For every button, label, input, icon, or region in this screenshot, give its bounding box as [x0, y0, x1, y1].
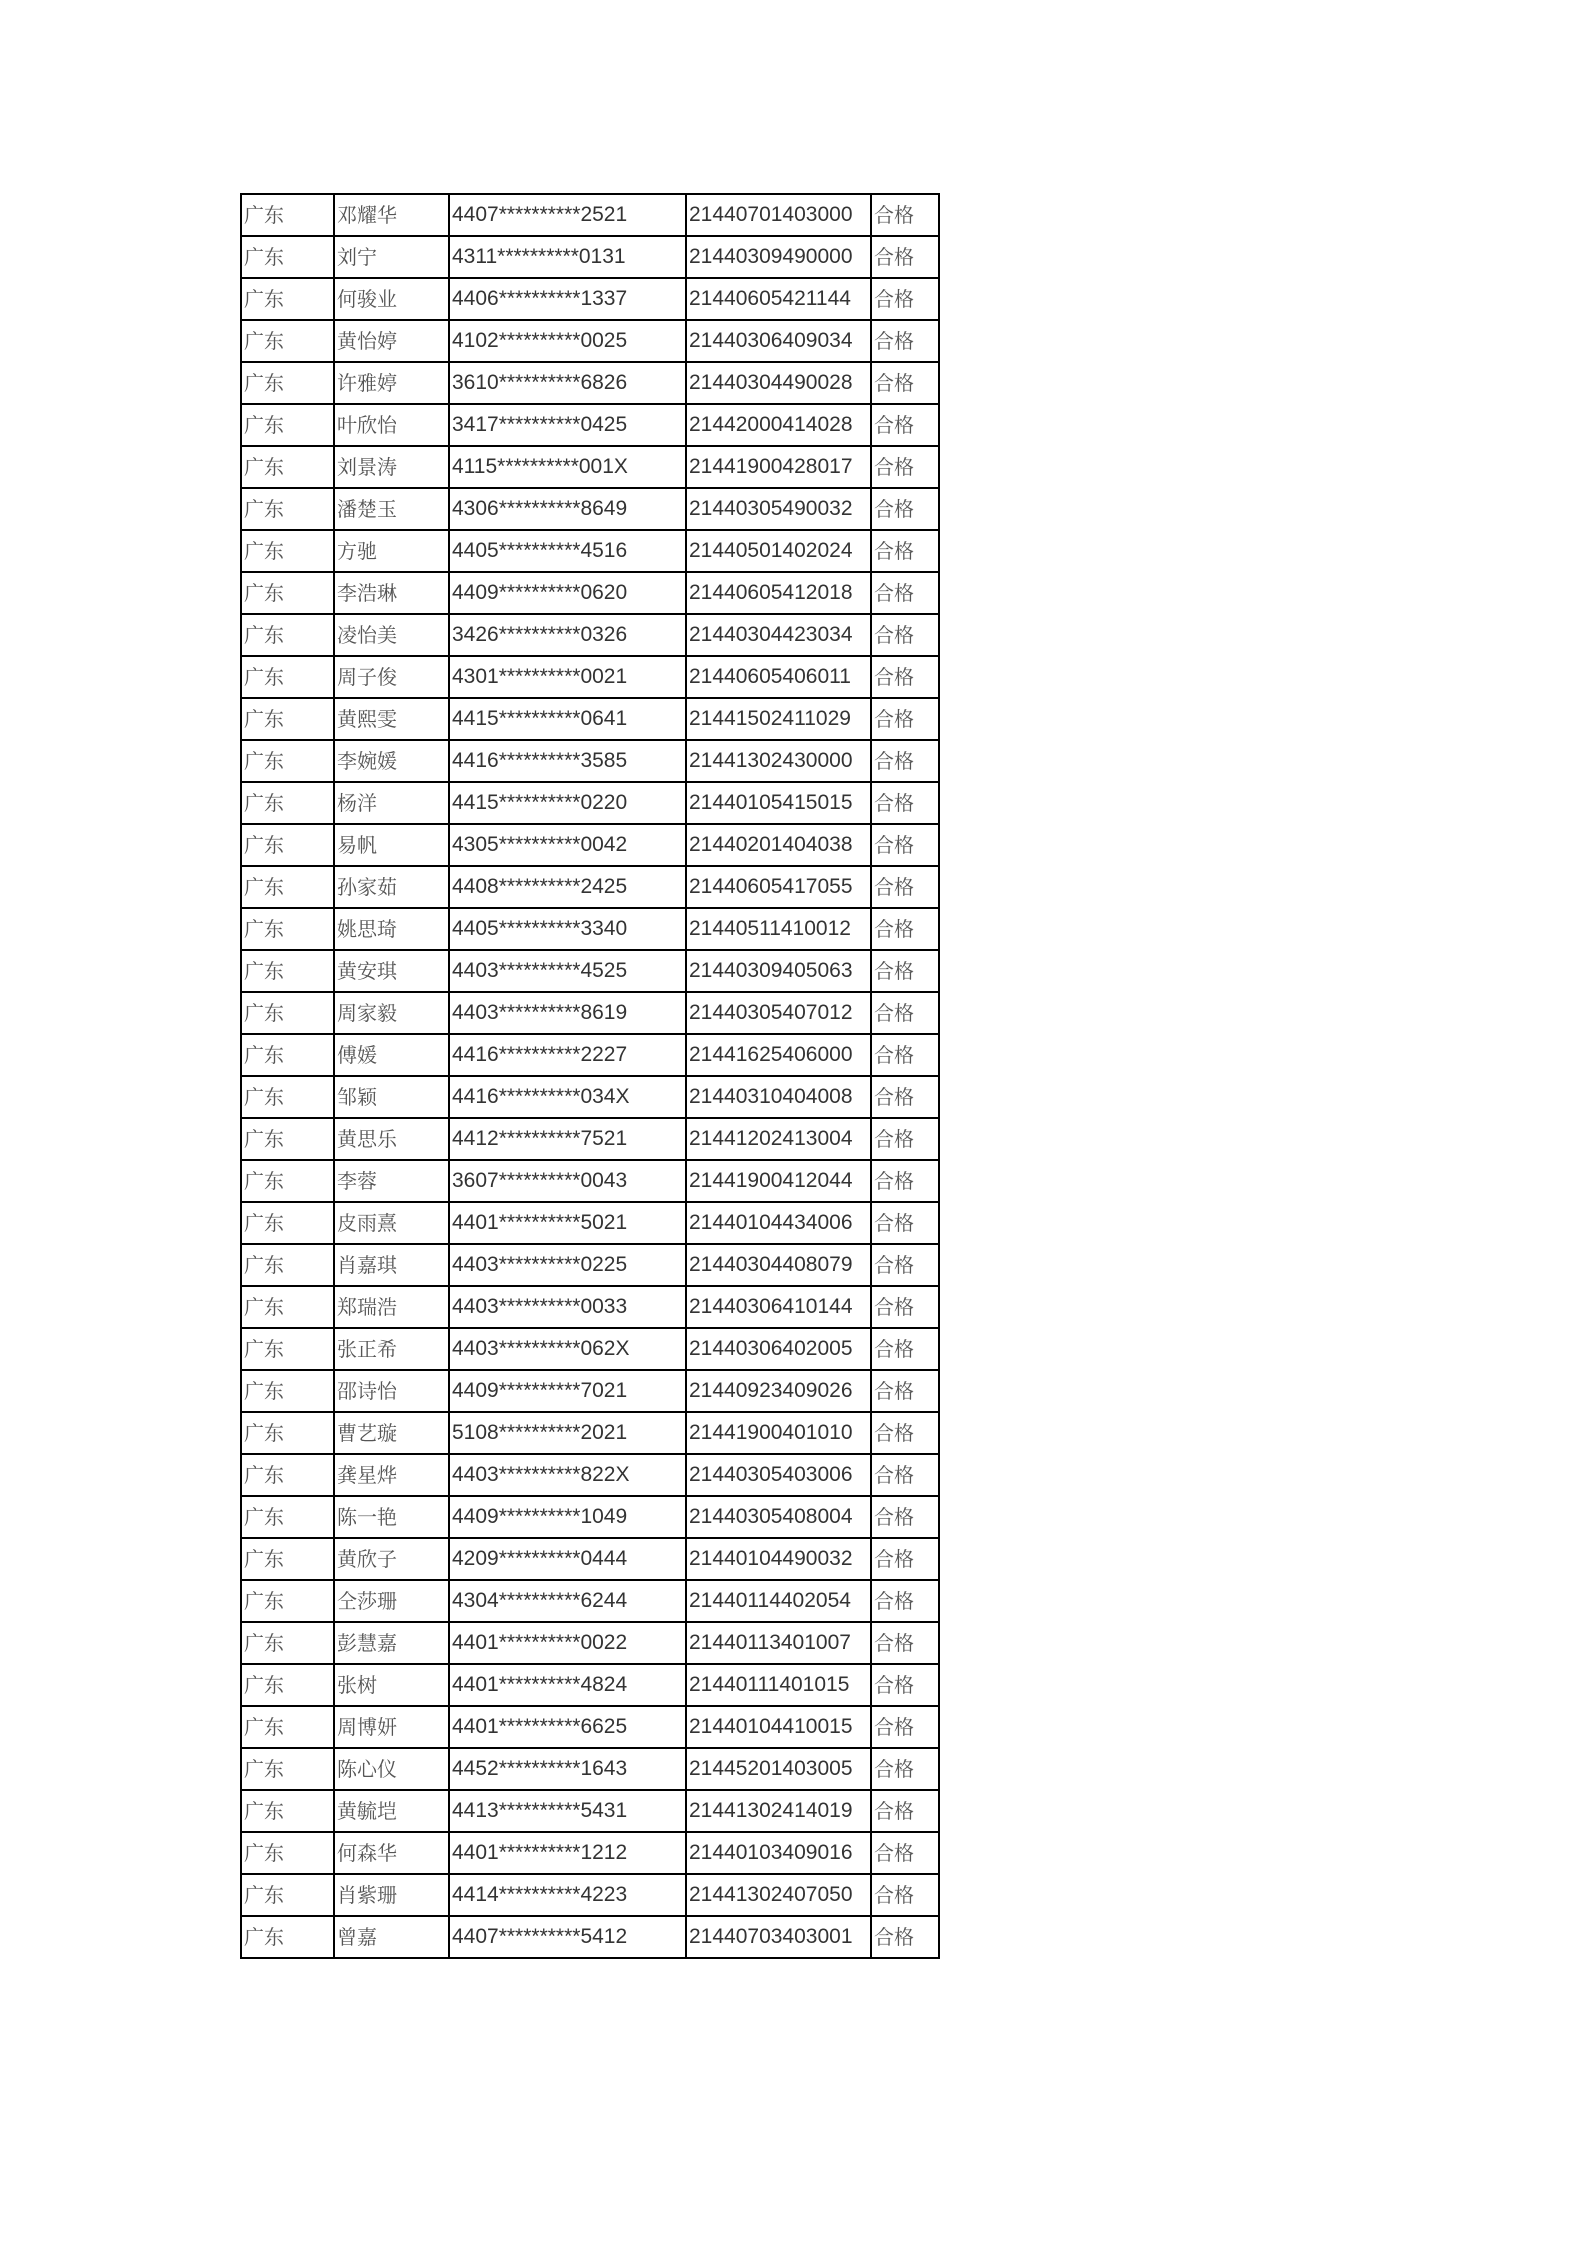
result-cell: 合格 [871, 1286, 939, 1328]
province-cell: 广东 [241, 1412, 334, 1454]
table-row [241, 488, 939, 530]
province-cell: 广东 [241, 908, 334, 950]
certificate-number-cell: 21441900401010 [686, 1412, 871, 1454]
certificate-number-cell: 21440105415015 [686, 782, 871, 824]
province-cell: 广东 [241, 824, 334, 866]
name-cell: 叶欣怡 [334, 404, 449, 446]
certificate-number-cell: 21441302430000 [686, 740, 871, 782]
province-cell: 广东 [241, 782, 334, 824]
id-number-cell: 4452**********1643 [449, 1748, 686, 1790]
id-number-cell: 4416**********2227 [449, 1034, 686, 1076]
certificate-number-cell: 21440605412018 [686, 572, 871, 614]
province-cell: 广东 [241, 1748, 334, 1790]
result-cell: 合格 [871, 1706, 939, 1748]
result-cell: 合格 [871, 1496, 939, 1538]
certificate-number-cell: 21441502411029 [686, 698, 871, 740]
certificate-number-cell: 21440305407012 [686, 992, 871, 1034]
result-cell: 合格 [871, 278, 939, 320]
result-cell: 合格 [871, 194, 939, 236]
certificate-number-cell: 21440304408079 [686, 1244, 871, 1286]
certificate-number-cell: 21440305408004 [686, 1496, 871, 1538]
name-cell: 张正希 [334, 1328, 449, 1370]
certificate-number-cell: 21440304490028 [686, 362, 871, 404]
id-number-cell: 4407**********2521 [449, 194, 686, 236]
id-number-cell: 4304**********6244 [449, 1580, 686, 1622]
name-cell: 郑瑞浩 [334, 1286, 449, 1328]
result-cell: 合格 [871, 1202, 939, 1244]
id-number-cell: 3426**********0326 [449, 614, 686, 656]
roster-body [241, 194, 939, 1958]
certificate-number-cell: 21445201403005 [686, 1748, 871, 1790]
id-number-cell: 4403**********822X [449, 1454, 686, 1496]
table-row [241, 278, 939, 320]
name-cell: 陈一艳 [334, 1496, 449, 1538]
table-row [241, 782, 939, 824]
name-cell: 张树 [334, 1664, 449, 1706]
table-row [241, 740, 939, 782]
name-cell: 姚思琦 [334, 908, 449, 950]
name-cell: 黄思乐 [334, 1118, 449, 1160]
certificate-number-cell: 21441625406000 [686, 1034, 871, 1076]
result-cell: 合格 [871, 1790, 939, 1832]
result-cell: 合格 [871, 236, 939, 278]
result-cell: 合格 [871, 1118, 939, 1160]
id-number-cell: 4301**********0021 [449, 656, 686, 698]
name-cell: 邹颖 [334, 1076, 449, 1118]
result-cell: 合格 [871, 1832, 939, 1874]
table-row [241, 1706, 939, 1748]
table-row [241, 1328, 939, 1370]
name-cell: 凌怡美 [334, 614, 449, 656]
certificate-number-cell: 21440703403001 [686, 1916, 871, 1958]
province-cell: 广东 [241, 1832, 334, 1874]
province-cell: 广东 [241, 488, 334, 530]
name-cell: 李婉媛 [334, 740, 449, 782]
province-cell: 广东 [241, 446, 334, 488]
id-number-cell: 4401**********6625 [449, 1706, 686, 1748]
province-cell: 广东 [241, 866, 334, 908]
name-cell: 皮雨熹 [334, 1202, 449, 1244]
province-cell: 广东 [241, 194, 334, 236]
certificate-number-cell: 21440501402024 [686, 530, 871, 572]
certificate-number-cell: 21440923409026 [686, 1370, 871, 1412]
id-number-cell: 4408**********2425 [449, 866, 686, 908]
table-row [241, 908, 939, 950]
certificate-number-cell: 21440309490000 [686, 236, 871, 278]
result-cell: 合格 [871, 614, 939, 656]
province-cell: 广东 [241, 1454, 334, 1496]
result-cell: 合格 [871, 824, 939, 866]
id-number-cell: 4115**********001X [449, 446, 686, 488]
result-cell: 合格 [871, 1916, 939, 1958]
name-cell: 方驰 [334, 530, 449, 572]
certificate-number-cell: 21441302407050 [686, 1874, 871, 1916]
certificate-number-cell: 21440306409034 [686, 320, 871, 362]
id-number-cell: 4403**********4525 [449, 950, 686, 992]
id-number-cell: 4413**********5431 [449, 1790, 686, 1832]
name-cell: 周子俊 [334, 656, 449, 698]
name-cell: 肖嘉琪 [334, 1244, 449, 1286]
id-number-cell: 4414**********4223 [449, 1874, 686, 1916]
name-cell: 何骏业 [334, 278, 449, 320]
province-cell: 广东 [241, 1118, 334, 1160]
table-row [241, 1286, 939, 1328]
name-cell: 仝莎珊 [334, 1580, 449, 1622]
province-cell: 广东 [241, 614, 334, 656]
province-cell: 广东 [241, 1370, 334, 1412]
result-cell: 合格 [871, 1328, 939, 1370]
certificate-number-cell: 21440309405063 [686, 950, 871, 992]
name-cell: 周博妍 [334, 1706, 449, 1748]
id-number-cell: 4407**********5412 [449, 1916, 686, 1958]
province-cell: 广东 [241, 320, 334, 362]
result-cell: 合格 [871, 1664, 939, 1706]
certificate-number-cell: 21440511410012 [686, 908, 871, 950]
name-cell: 龚星烨 [334, 1454, 449, 1496]
province-cell: 广东 [241, 1916, 334, 1958]
result-cell: 合格 [871, 1034, 939, 1076]
id-number-cell: 4406**********1337 [449, 278, 686, 320]
province-cell: 广东 [241, 1790, 334, 1832]
id-number-cell: 4416**********3585 [449, 740, 686, 782]
table-row [241, 1160, 939, 1202]
id-number-cell: 4403**********0225 [449, 1244, 686, 1286]
id-number-cell: 4415**********0220 [449, 782, 686, 824]
id-number-cell: 4306**********8649 [449, 488, 686, 530]
certificate-number-cell: 21441302414019 [686, 1790, 871, 1832]
certificate-number-cell: 21440114402054 [686, 1580, 871, 1622]
id-number-cell: 4409**********7021 [449, 1370, 686, 1412]
result-cell: 合格 [871, 446, 939, 488]
name-cell: 黄欣子 [334, 1538, 449, 1580]
id-number-cell: 4405**********3340 [449, 908, 686, 950]
table-row [241, 1454, 939, 1496]
name-cell: 李蓉 [334, 1160, 449, 1202]
table-row [241, 194, 939, 236]
result-cell: 合格 [871, 656, 939, 698]
result-cell: 合格 [871, 1874, 939, 1916]
id-number-cell: 3417**********0425 [449, 404, 686, 446]
id-number-cell: 3610**********6826 [449, 362, 686, 404]
name-cell: 黄怡婷 [334, 320, 449, 362]
name-cell: 何森华 [334, 1832, 449, 1874]
result-cell: 合格 [871, 698, 939, 740]
province-cell: 广东 [241, 1874, 334, 1916]
table-row [241, 1076, 939, 1118]
province-cell: 广东 [241, 1160, 334, 1202]
table-row [241, 1832, 939, 1874]
certificate-number-cell: 21440605417055 [686, 866, 871, 908]
table-row [241, 656, 939, 698]
table-row [241, 1580, 939, 1622]
province-cell: 广东 [241, 1076, 334, 1118]
table-row [241, 404, 939, 446]
table-row [241, 866, 939, 908]
name-cell: 刘景涛 [334, 446, 449, 488]
province-cell: 广东 [241, 950, 334, 992]
certificate-number-cell: 21440104410015 [686, 1706, 871, 1748]
certificate-number-cell: 21440304423034 [686, 614, 871, 656]
result-cell: 合格 [871, 1580, 939, 1622]
result-cell: 合格 [871, 908, 939, 950]
table-row [241, 530, 939, 572]
id-number-cell: 4403**********0033 [449, 1286, 686, 1328]
certificate-number-cell: 21440201404038 [686, 824, 871, 866]
id-number-cell: 4401**********4824 [449, 1664, 686, 1706]
id-number-cell: 4401**********1212 [449, 1832, 686, 1874]
table-row [241, 1916, 939, 1958]
table-row [241, 1118, 939, 1160]
certificate-number-cell: 21442000414028 [686, 404, 871, 446]
province-cell: 广东 [241, 572, 334, 614]
id-number-cell: 4401**********5021 [449, 1202, 686, 1244]
result-cell: 合格 [871, 992, 939, 1034]
province-cell: 广东 [241, 1580, 334, 1622]
result-cell: 合格 [871, 1538, 939, 1580]
table-row [241, 824, 939, 866]
result-cell: 合格 [871, 320, 939, 362]
table-row [241, 320, 939, 362]
province-cell: 广东 [241, 1664, 334, 1706]
certificate-number-cell: 21440605406011 [686, 656, 871, 698]
province-cell: 广东 [241, 404, 334, 446]
certificate-number-cell: 21441202413004 [686, 1118, 871, 1160]
province-cell: 广东 [241, 1706, 334, 1748]
province-cell: 广东 [241, 656, 334, 698]
id-number-cell: 4416**********034X [449, 1076, 686, 1118]
result-cell: 合格 [871, 1160, 939, 1202]
id-number-cell: 4311**********0131 [449, 236, 686, 278]
name-cell: 易帆 [334, 824, 449, 866]
table-row [241, 236, 939, 278]
result-cell: 合格 [871, 404, 939, 446]
certificate-number-cell: 21440701403000 [686, 194, 871, 236]
table-row [241, 1874, 939, 1916]
certificate-number-cell: 21440305403006 [686, 1454, 871, 1496]
result-cell: 合格 [871, 530, 939, 572]
id-number-cell: 4305**********0042 [449, 824, 686, 866]
id-number-cell: 4401**********0022 [449, 1622, 686, 1664]
id-number-cell: 4403**********062X [449, 1328, 686, 1370]
name-cell: 孙家茹 [334, 866, 449, 908]
certificate-number-cell: 21440310404008 [686, 1076, 871, 1118]
table-row [241, 1664, 939, 1706]
id-number-cell: 4102**********0025 [449, 320, 686, 362]
table-row [241, 1622, 939, 1664]
certificate-number-cell: 21440306410144 [686, 1286, 871, 1328]
province-cell: 广东 [241, 992, 334, 1034]
id-number-cell: 4403**********8619 [449, 992, 686, 1034]
table-row [241, 1370, 939, 1412]
name-cell: 周家毅 [334, 992, 449, 1034]
table-row [241, 614, 939, 656]
certificate-number-cell: 21440113401007 [686, 1622, 871, 1664]
name-cell: 彭慧嘉 [334, 1622, 449, 1664]
result-cell: 合格 [871, 782, 939, 824]
province-cell: 广东 [241, 698, 334, 740]
result-cell: 合格 [871, 1370, 939, 1412]
province-cell: 广东 [241, 530, 334, 572]
name-cell: 黄毓垲 [334, 1790, 449, 1832]
table-row [241, 1202, 939, 1244]
id-number-cell: 4409**********1049 [449, 1496, 686, 1538]
name-cell: 潘楚玉 [334, 488, 449, 530]
result-cell: 合格 [871, 572, 939, 614]
name-cell: 曹艺璇 [334, 1412, 449, 1454]
id-number-cell: 4415**********0641 [449, 698, 686, 740]
name-cell: 李浩琳 [334, 572, 449, 614]
table-row [241, 446, 939, 488]
province-cell: 广东 [241, 1622, 334, 1664]
table-row [241, 1034, 939, 1076]
province-cell: 广东 [241, 1538, 334, 1580]
result-cell: 合格 [871, 488, 939, 530]
result-cell: 合格 [871, 1244, 939, 1286]
result-cell: 合格 [871, 950, 939, 992]
province-cell: 广东 [241, 1286, 334, 1328]
certificate-number-cell: 21440305490032 [686, 488, 871, 530]
name-cell: 杨洋 [334, 782, 449, 824]
id-number-cell: 4405**********4516 [449, 530, 686, 572]
result-cell: 合格 [871, 1076, 939, 1118]
table-row [241, 950, 939, 992]
id-number-cell: 4409**********0620 [449, 572, 686, 614]
province-cell: 广东 [241, 740, 334, 782]
id-number-cell: 4209**********0444 [449, 1538, 686, 1580]
table-row [241, 1790, 939, 1832]
name-cell: 肖紫珊 [334, 1874, 449, 1916]
id-number-cell: 3607**********0043 [449, 1160, 686, 1202]
province-cell: 广东 [241, 1244, 334, 1286]
name-cell: 刘宁 [334, 236, 449, 278]
result-cell: 合格 [871, 1412, 939, 1454]
province-cell: 广东 [241, 1496, 334, 1538]
table-row [241, 1748, 939, 1790]
name-cell: 曾嘉 [334, 1916, 449, 1958]
name-cell: 黄安琪 [334, 950, 449, 992]
province-cell: 广东 [241, 362, 334, 404]
name-cell: 许雅婷 [334, 362, 449, 404]
province-cell: 广东 [241, 278, 334, 320]
table-row [241, 698, 939, 740]
certificate-number-cell: 21440104434006 [686, 1202, 871, 1244]
name-cell: 邵诗怡 [334, 1370, 449, 1412]
table-row [241, 1412, 939, 1454]
result-cell: 合格 [871, 866, 939, 908]
certificate-number-cell: 21440103409016 [686, 1832, 871, 1874]
table-row [241, 1496, 939, 1538]
name-cell: 傅媛 [334, 1034, 449, 1076]
name-cell: 黄熙雯 [334, 698, 449, 740]
name-cell: 邓耀华 [334, 194, 449, 236]
province-cell: 广东 [241, 1034, 334, 1076]
certificate-number-cell: 21440605421144 [686, 278, 871, 320]
result-cell: 合格 [871, 362, 939, 404]
result-cell: 合格 [871, 1748, 939, 1790]
table-row [241, 992, 939, 1034]
result-cell: 合格 [871, 1454, 939, 1496]
roster-table [240, 193, 940, 1959]
province-cell: 广东 [241, 1328, 334, 1370]
table-row [241, 1538, 939, 1580]
province-cell: 广东 [241, 1202, 334, 1244]
certificate-number-cell: 21440306402005 [686, 1328, 871, 1370]
table-row [241, 572, 939, 614]
certificate-number-cell: 21440104490032 [686, 1538, 871, 1580]
result-cell: 合格 [871, 740, 939, 782]
id-number-cell: 4412**********7521 [449, 1118, 686, 1160]
certificate-number-cell: 21440111401015 [686, 1664, 871, 1706]
result-cell: 合格 [871, 1622, 939, 1664]
table-row [241, 1244, 939, 1286]
table-row [241, 362, 939, 404]
name-cell: 陈心仪 [334, 1748, 449, 1790]
certificate-number-cell: 21441900412044 [686, 1160, 871, 1202]
certificate-number-cell: 21441900428017 [686, 446, 871, 488]
province-cell: 广东 [241, 236, 334, 278]
id-number-cell: 5108**********2021 [449, 1412, 686, 1454]
